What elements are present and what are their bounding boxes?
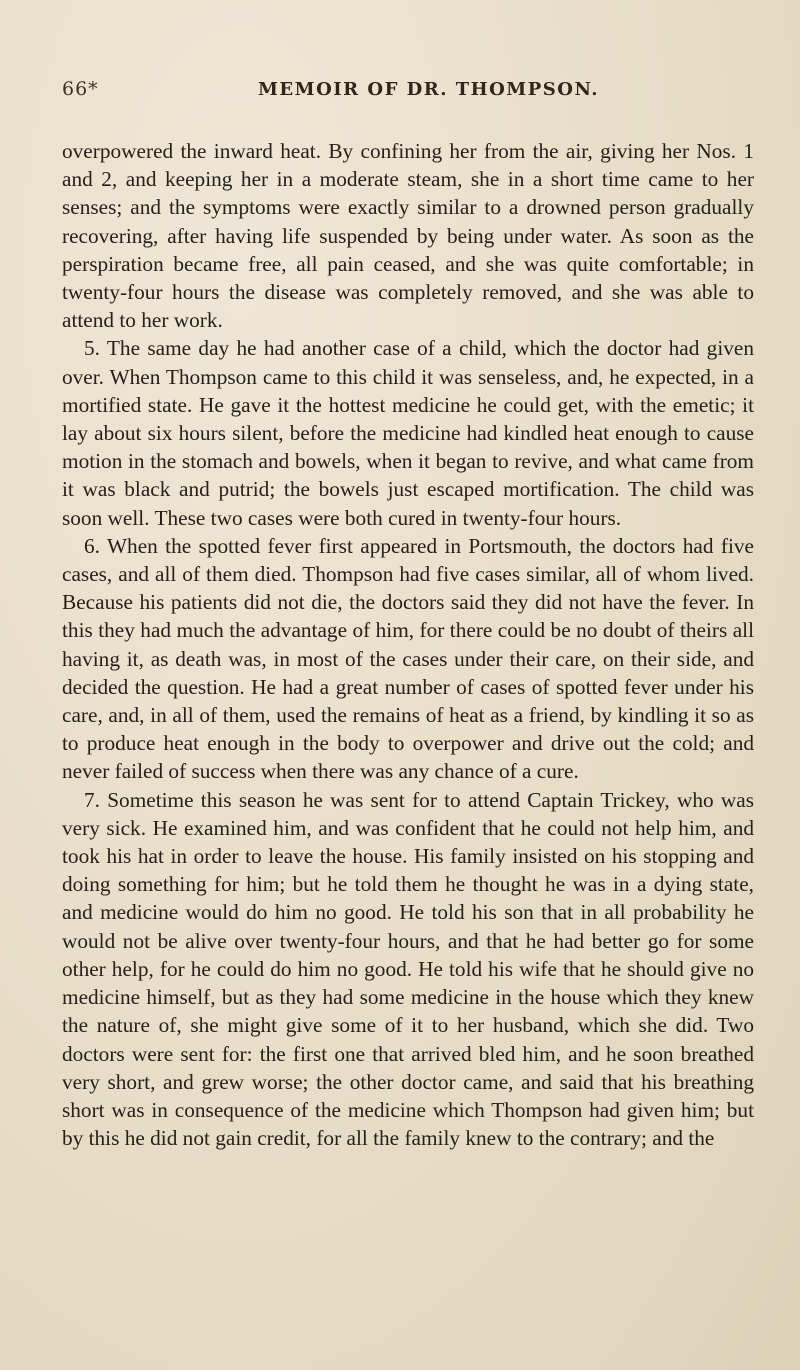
body-text xyxy=(62,137,754,1152)
page-number: 66* xyxy=(62,78,99,100)
paragraph-case-6: 6. When the spotted fever first appeared in Portsmouth, the doctors had five cases, and all of them died. Thompson had five cases similar, all of whom lived. Because his patients did not die, the doctors said they did not have the fever. In this they had much the advantage of him, for there could be no doubt of theirs all having it, as death was, in most of the cases under their care, on their side, and decided the question. He had a great number of cases of spotted fever under his care, and, in all of them, used the remains of heat as a friend, by kindling it so as to produce heat enough in the body to overpower and drive out the cold; and never failed of success when there was any chance of a cure. xyxy=(62,533,754,784)
paragraph-case-5: 5. The same day he had another case of a child, which the doctor had given over. When Thompson came to this child it was senseless, and, he expected, in a mortified state. He gave it the hottest medicine he could get, with the emetic; it lay about six hours silent, before the medicine had kindled heat enough to cause motion in the stomach and bowels, when it began to revive, and what came from it was black and putrid; the bowels just escaped mortification. The child was soon well. These two cases were both cured in twenty-four hours. xyxy=(62,336,754,530)
paragraph-continuation: overpowered the inward heat. By confining her from the air, giving her Nos. 1 and 2, and keeping her in a moderate steam, she in a short time came to her senses; and the symptoms were exactly similar to a drowned person gradually recovering, after having life suspended by being under water. As soon as the perspiration became free, all pain ceased, and she was quite comfortable; in twenty-four hours the disease was completely removed, and she was able to attend to her work. xyxy=(62,139,754,333)
paragraph-case-7: 7. Sometime this season he was sent for to attend Captain Trickey, who was very sick. He examined him, and was confident that he could not help him, and took his hat in order to leave the house. His family insisted on his stopping and doing something for him; but he told them he thought he was in a dying state, and medicine would do him no good. He told his son that in all probability he would not be alive over twenty-four hours, and that he had better go for some other help, for he could do him no good. He told his wife that he should give no medicine himself, but as they had some medicine in the house which they knew the nature of, she might give some of it to her husband, which she did. Two doctors were sent for: the first one that arrived bled him, and he soon breathed very short, and grew worse; the other doctor came, and said that his breathing short was in consequence of the medicine which Thompson had given him; but by this he did not gain credit, for all the family knew to the contrary; and the xyxy=(62,787,754,1151)
running-head xyxy=(62,78,752,108)
running-title: MEMOIR OF DR. THOMPSON. xyxy=(258,79,600,100)
